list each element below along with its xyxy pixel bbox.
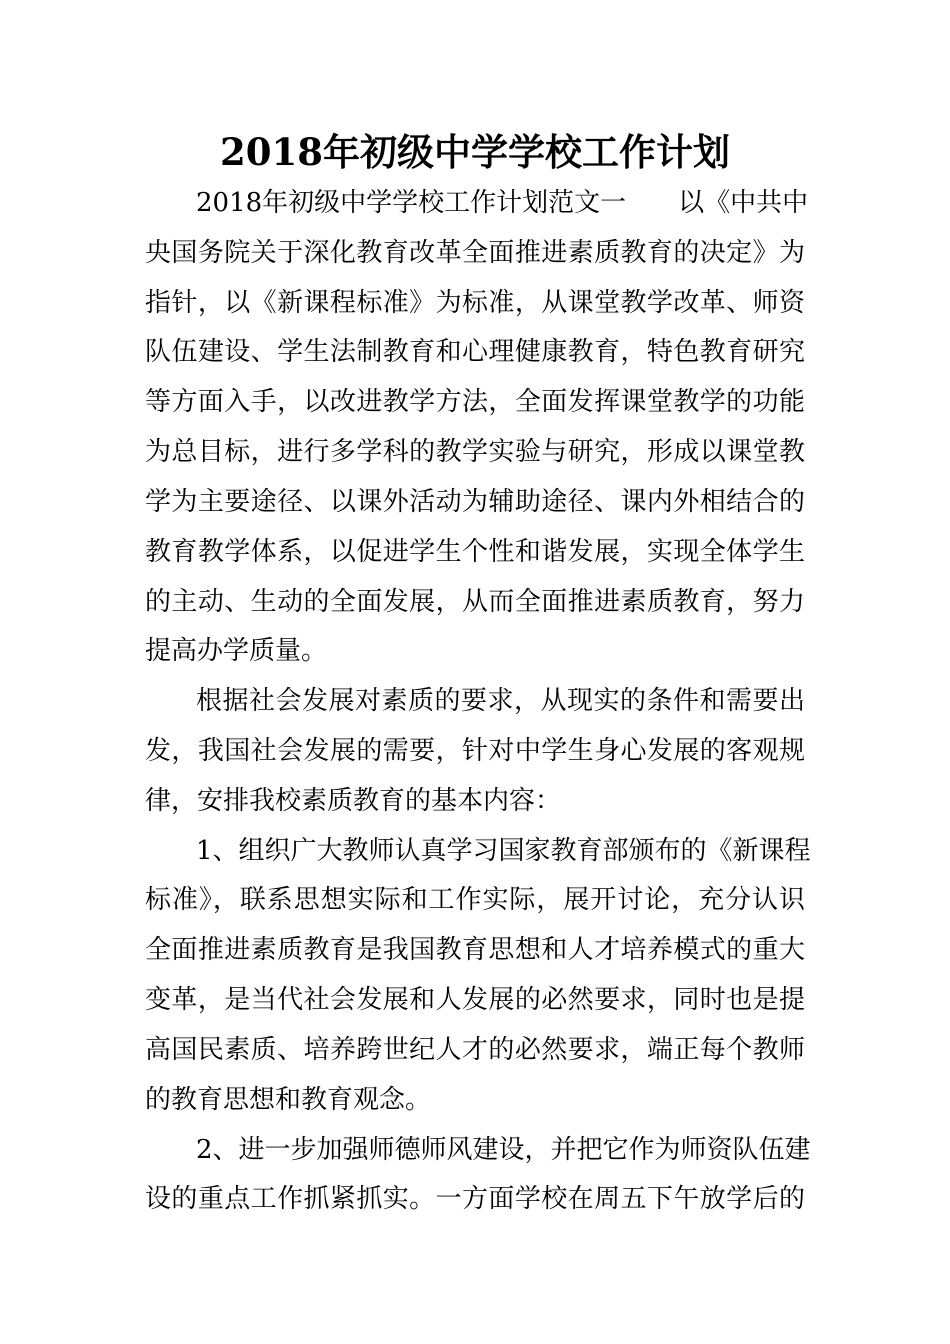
paragraph-line: 的教育思想和教育观念。 [145, 1085, 432, 1115]
paragraph-line: 学为主要途径、以课外活动为辅助途径、课内外相结合的 [145, 487, 805, 517]
paragraph-line: 1、组织广大教师认真学习国家教育部颁布的《新课程 [196, 836, 811, 866]
paragraph-line: 高国民素质、培养跨世纪人才的必然要求，端正每个教师 [145, 1035, 805, 1065]
paragraph-line: 等方面入手，以改进教学方法，全面发挥课堂教学的功能 [145, 387, 805, 417]
paragraph-line: 教育教学体系，以促进学生个性和谐发展，实现全体学生 [145, 537, 805, 567]
paragraph-line: 央国务院关于深化教育改革全面推进素质教育的决定》为 [145, 238, 805, 268]
paragraph-line: 根据社会发展对素质的要求，从现实的条件和需要出 [196, 686, 805, 716]
paragraph-line: 变革，是当代社会发展和人发展的必然要求，同时也是提 [145, 985, 805, 1015]
paragraph-line: 的主动、生动的全面发展，从而全面推进素质教育，努力 [145, 587, 805, 617]
paragraph-line: 指针，以《新课程标准》为标准，从课堂教学改革、师资 [145, 288, 805, 318]
paragraph-line: 标准》，联系思想实际和工作实际，展开讨论，充分认识 [145, 885, 805, 915]
paragraph-line: 队伍建设、学生法制教育和心理健康教育，特色教育研究 [145, 337, 805, 367]
paragraph-line: 2、进一步加强师德师风建设，并把它作为师资队伍建 [196, 1135, 811, 1165]
paragraph-line: 全面推进素质教育是我国教育思想和人才培养模式的重大 [145, 935, 805, 965]
paragraph-line: 为总目标，进行多学科的教学实验与研究，形成以课堂教 [145, 437, 805, 467]
paragraph-line: 提高办学质量。 [145, 636, 328, 666]
paragraph-line: 律，安排我校素质教育的基本内容： [145, 786, 562, 816]
paragraph-line: 2018年初级中学学校工作计划范文一 以《中共中 [196, 188, 809, 218]
paragraph-line: 设的重点工作抓紧抓实。一方面学校在周五下午放学后的 [145, 1184, 805, 1214]
document-title: 2018年初级中学学校工作计划 [220, 130, 730, 174]
paragraph-line: 发，我国社会发展的需要，针对中学生身心发展的客观规 [145, 736, 805, 766]
